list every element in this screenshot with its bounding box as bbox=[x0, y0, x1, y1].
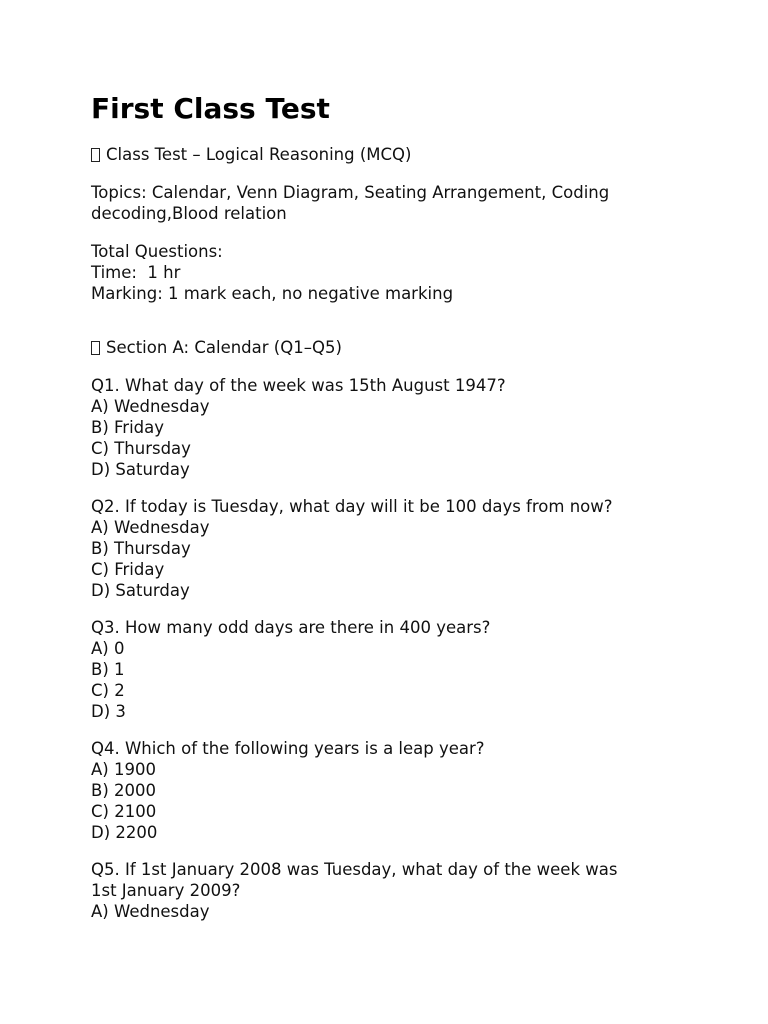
section-a-heading-block bbox=[91, 337, 691, 358]
option-c: C) Thursday bbox=[91, 439, 191, 458]
question-text-line-1: Q5. If 1st January 2008 was Tuesday, what day of the week was bbox=[91, 860, 618, 879]
option-a: A) Wednesday bbox=[91, 397, 210, 416]
option-b: B) Friday bbox=[91, 418, 165, 437]
option-c: C) 2100 bbox=[91, 802, 157, 821]
question-text: Q3. How many odd days are there in 400 years? bbox=[91, 618, 491, 637]
option-a: A) Wednesday bbox=[91, 518, 210, 537]
topics-line-1: Topics: Calendar, Venn Diagram, Seating Arrangement, Coding bbox=[91, 183, 610, 202]
option-b: B) 1 bbox=[91, 660, 125, 679]
question-3 bbox=[91, 617, 691, 722]
total-questions-line: Total Questions: bbox=[91, 242, 223, 261]
subtitle-block bbox=[91, 144, 691, 165]
option-c: C) Friday bbox=[91, 560, 165, 579]
option-b: B) Thursday bbox=[91, 539, 191, 558]
marking-line: Marking: 1 mark each, no negative marking bbox=[91, 284, 454, 303]
question-text: Q2. If today is Tuesday, what day will it be 100 days from now? bbox=[91, 497, 613, 516]
option-b: B) 2000 bbox=[91, 781, 156, 800]
option-d: D) Saturday bbox=[91, 460, 190, 479]
missing-glyph-icon bbox=[91, 148, 100, 162]
question-4 bbox=[91, 738, 691, 843]
topics-line-2: decoding,Blood relation bbox=[91, 204, 287, 223]
option-d: D) Saturday bbox=[91, 581, 190, 600]
section-a-heading bbox=[91, 337, 691, 358]
question-5 bbox=[91, 859, 691, 922]
question-text: Q4. Which of the following years is a leap year? bbox=[91, 739, 485, 758]
option-a: A) Wednesday bbox=[91, 902, 210, 921]
document-title: First Class Test bbox=[91, 92, 330, 125]
option-d: D) 2200 bbox=[91, 823, 158, 842]
question-2 bbox=[91, 496, 691, 601]
question-text: Q1. What day of the week was 15th August 1947? bbox=[91, 376, 506, 395]
section-a-text: Section A: Calendar (Q1–Q5) bbox=[106, 338, 342, 357]
option-a: A) 1900 bbox=[91, 760, 156, 779]
topics-block bbox=[91, 182, 691, 224]
subtitle-text: Class Test – Logical Reasoning (MCQ) bbox=[106, 145, 412, 164]
document-page bbox=[91, 90, 691, 938]
option-a: A) 0 bbox=[91, 639, 125, 658]
question-1 bbox=[91, 375, 691, 480]
option-d: D) 3 bbox=[91, 702, 126, 721]
subtitle-line bbox=[91, 144, 691, 165]
question-text-line-2: 1st January 2009? bbox=[91, 881, 241, 900]
missing-glyph-icon bbox=[91, 341, 100, 355]
option-c: C) 2 bbox=[91, 681, 125, 700]
time-line: Time: 1 hr bbox=[91, 263, 181, 282]
test-info-block bbox=[91, 241, 691, 304]
